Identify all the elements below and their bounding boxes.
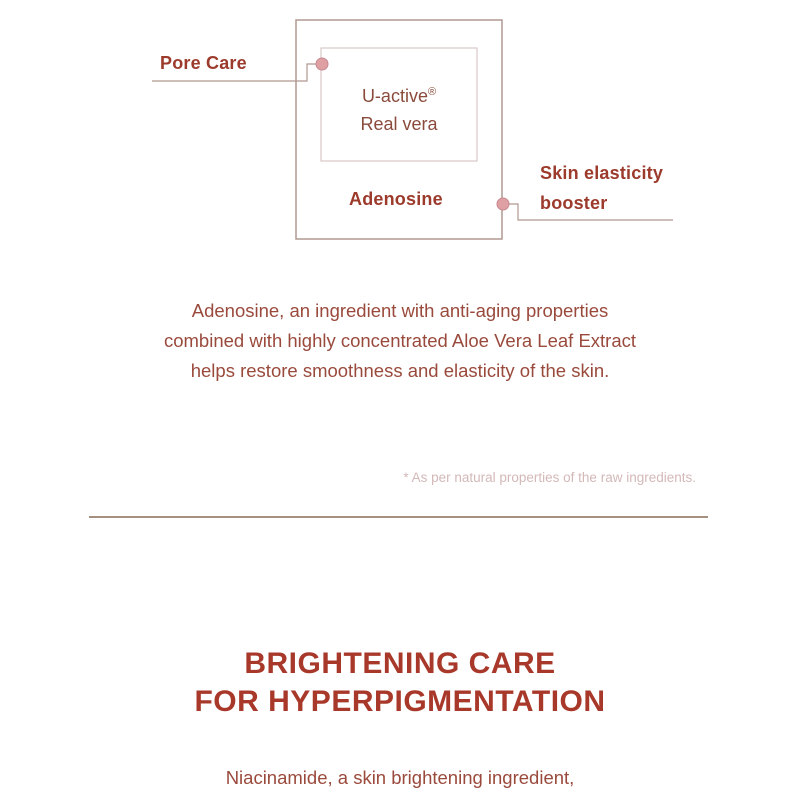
description-line: helps restore smoothness and elasticity of the skin.: [190, 360, 610, 381]
description-line: Adenosine, an ingredient with anti-aging properties: [191, 300, 609, 321]
u-active-label: [321, 78, 477, 110]
section-divider: [89, 516, 708, 518]
description-paragraph: [0, 296, 800, 386]
heading-line1: BRIGHTENING CARE: [244, 647, 556, 680]
footnote: * As per natural properties of the raw ingredients.: [403, 470, 696, 485]
inner-box-text: [321, 78, 477, 138]
left-connector-dot-icon: [316, 58, 328, 70]
right-connector-dot-icon: [497, 198, 509, 210]
skin-elasticity-label: [540, 158, 663, 218]
heading-line2: FOR HYPERPIGMENTATION: [194, 685, 606, 718]
u-active-text: U-active: [361, 86, 428, 106]
skin-elasticity-line1: Skin elasticity: [540, 163, 664, 183]
skin-elasticity-line2: booster: [540, 193, 608, 213]
section-heading: [0, 645, 800, 721]
real-vera-label: Real vera: [360, 114, 438, 134]
pore-care-label: Pore Care: [160, 53, 247, 73]
niacinamide-paragraph: Niacinamide, a skin brightening ingredient,: [225, 767, 575, 788]
registered-mark: ®: [427, 86, 437, 98]
description-line: combined with highly concentrated Aloe Vera Leaf Extract: [163, 330, 637, 351]
adenosine-label: Adenosine: [349, 189, 443, 209]
